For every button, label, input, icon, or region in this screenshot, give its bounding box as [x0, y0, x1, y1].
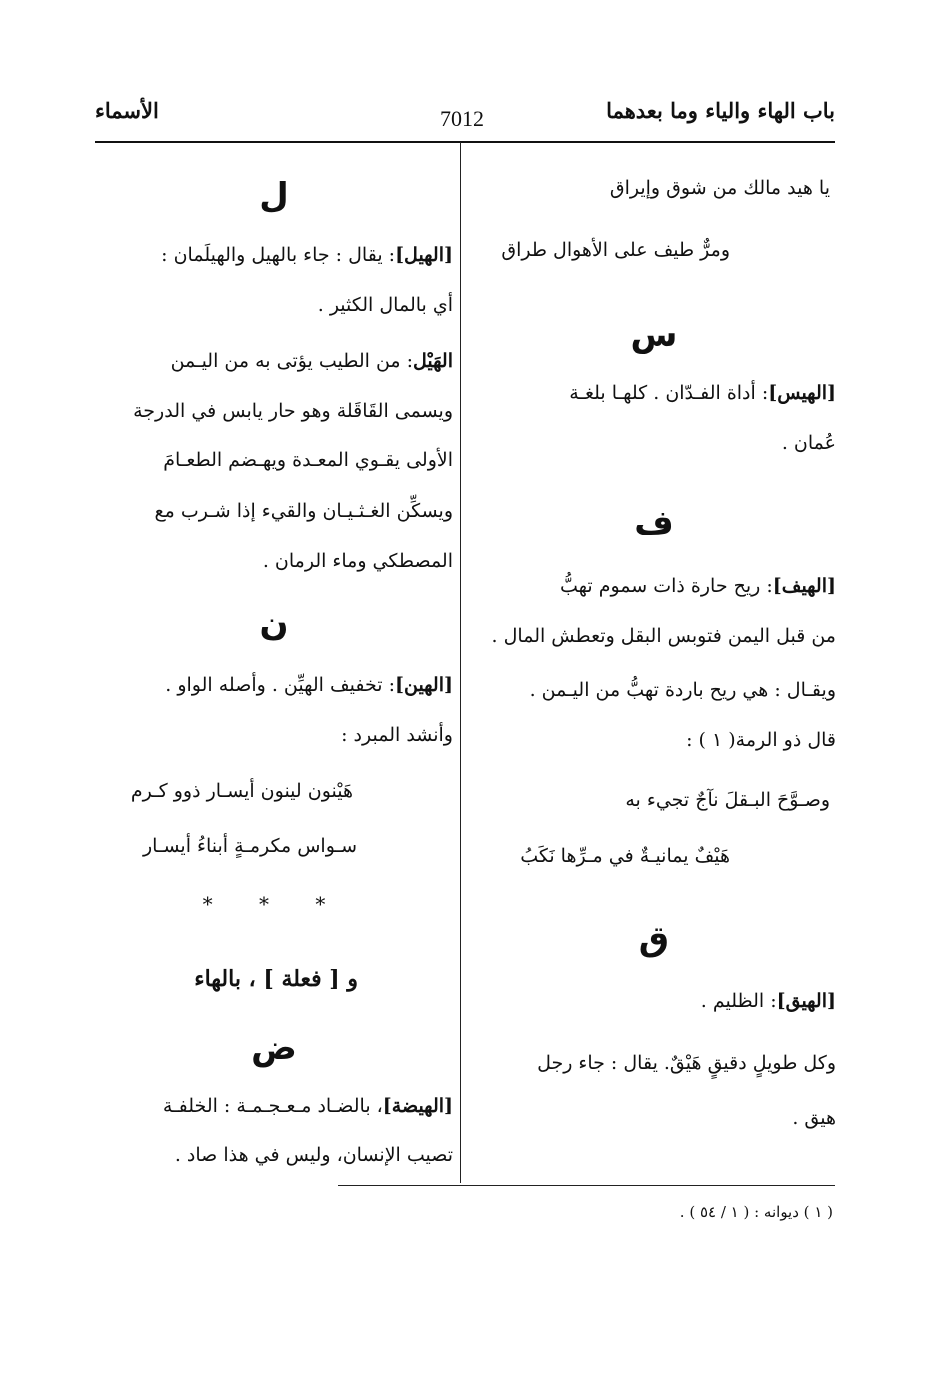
entry-text: : أداة الفـدّان . كلهـا بلغـة — [569, 382, 769, 404]
entry-text-line: وكل طويلٍ دقيقٍ هَيْقٌ. يقال : جاء رجل — [537, 1052, 836, 1074]
header-part-title: الأسماء — [95, 98, 159, 123]
section-separator-stars: * * * — [202, 892, 346, 916]
entry-hayn — [165, 672, 453, 698]
verse-line: ومرٌّ طيف على الأهوال طراق — [501, 239, 730, 261]
entry-headword: [الهيضة] — [382, 1095, 453, 1117]
section-letter-dad: ض — [251, 1028, 297, 1068]
entry-text-line: ويسمى القَاقَلة وهو حار يابس في الدرجة — [133, 400, 453, 422]
verse-line: هَيْفٌ يمانيـةٌ في مـرِّها نَكَبُ — [520, 845, 730, 867]
entry-hayq — [701, 988, 836, 1014]
footnote: ( ١ ) ديوانه : ( ١ / ٥٤ ) . — [679, 1203, 833, 1221]
section-letter-nun: ن — [259, 604, 289, 644]
entry-headword: [الهيل] — [395, 244, 453, 266]
entry-text-line: المصطكي وماء الرمان . — [262, 550, 453, 572]
entry-text-line: قال ذو الرمة( ١ ) : — [686, 729, 836, 751]
column-divider — [460, 142, 461, 1183]
entry-headword: [الهيف] — [772, 575, 836, 597]
entry-text-line: عُمان . — [781, 432, 836, 454]
entry-text-line: ويسكِّن الغـثـيـان والقيء إذا شـرب مع — [154, 500, 453, 522]
entry-text-line: تصيب الإنسان، وليس في هذا صاد . — [174, 1144, 453, 1166]
entry-headword: [الهيق] — [776, 990, 836, 1012]
entry-text-line: من قبل اليمن فتوبس البقل وتعطش المال . — [491, 625, 836, 647]
sub-heading: و [ فعلة ] ، بالهاء — [194, 966, 358, 992]
entry-text-line: الأولى يقـوي المعـدة ويهـضم الطعـامَ — [163, 449, 453, 471]
entry-text: : من الطيب يؤتى به من اليـمن — [170, 350, 414, 372]
footnote-rule — [338, 1185, 835, 1186]
section-letter-qaf: ق — [638, 919, 670, 959]
entry-hayda — [163, 1093, 453, 1119]
verse-line: وصـوَّحَ البـقلَ نآجٌ تجيء به — [625, 789, 830, 811]
entry-text-line: هيق . — [792, 1107, 836, 1129]
section-letter-fa: ف — [634, 503, 674, 543]
entry-haysa — [569, 380, 836, 406]
header-section-title: باب الهاء والياء وما بعدهما — [606, 98, 835, 123]
verse-line: يا هيد مالك من شوق وإيراق — [609, 177, 830, 199]
entry-hayl — [161, 242, 453, 268]
entry-text: : تخفيف الهيِّن . وأصله الواو . — [165, 674, 395, 696]
entry-headword: الهَيْل — [413, 350, 453, 372]
verse-line: سـواس مكرمـةٍ أبناءُ أيسـار — [142, 835, 357, 857]
entry-text: : الظليم . — [700, 990, 777, 1012]
verse-line: هَيْنون لينون أيسـار ذوو كـرم — [130, 780, 353, 802]
entry-headword: [الهيس] — [768, 382, 836, 404]
entry-text-line: ويقـال : هي ريح باردة تهبُّ من اليـمن . — [529, 679, 836, 701]
entry-text: : ريح حارة ذات سموم تهبُّ — [559, 575, 773, 597]
page-number: 7012 — [440, 106, 484, 131]
entry-text: ، بالضـاد مـعـجـمـة : الخلفـة — [162, 1095, 383, 1117]
header-rule — [95, 141, 835, 143]
entry-hayf — [560, 573, 836, 599]
entry-headword: [الهين] — [394, 674, 453, 696]
section-letter-sin: س — [630, 315, 678, 355]
entry-text-line: أي بالمال الكثير . — [317, 294, 453, 316]
entry-text-line: وأنشد المبرد : — [341, 724, 453, 746]
entry-text: : يقال : جاء بالهيل والهيلَمان : — [161, 244, 396, 266]
section-letter-lam: ل — [259, 176, 289, 216]
entry-hayl-perfume — [171, 348, 453, 374]
